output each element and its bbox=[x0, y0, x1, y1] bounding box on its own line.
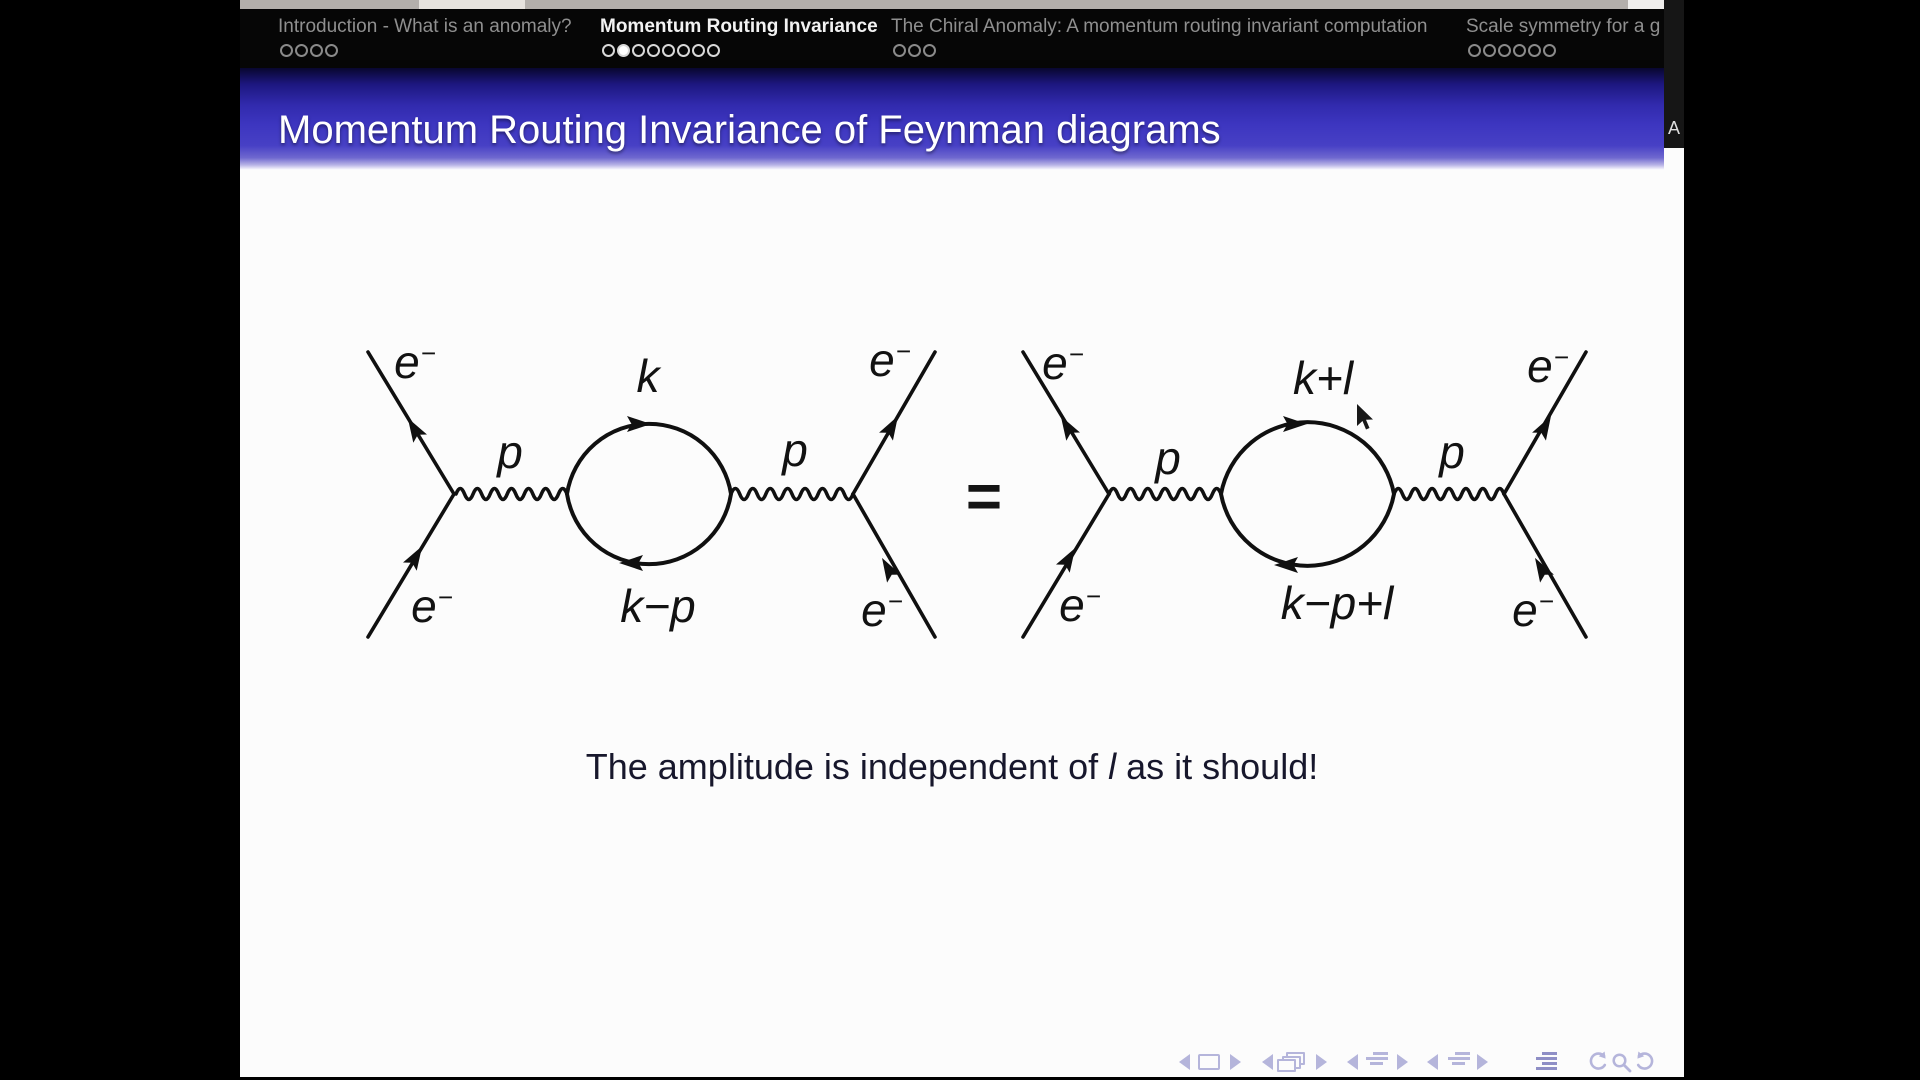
nav-section-label: Scale symmetry for a g bbox=[1466, 16, 1661, 37]
undo-history-icon[interactable] bbox=[1586, 1051, 1610, 1073]
label-electron-in-bottomright: e− bbox=[1512, 584, 1554, 636]
slide-caption: The amplitude is independent of l as it should! bbox=[585, 746, 1319, 787]
slide-icon[interactable] bbox=[1198, 1054, 1220, 1070]
search-icon[interactable] bbox=[1611, 1052, 1632, 1073]
mouse-cursor bbox=[1356, 404, 1382, 434]
appendix-list-icon[interactable] bbox=[1536, 1052, 1558, 1070]
label-loop-momentum-k-plus-l: k+l bbox=[1292, 352, 1354, 404]
label-photon-momentum-p: p bbox=[1155, 432, 1181, 484]
section-list-icon[interactable] bbox=[1448, 1052, 1470, 1070]
next-section-arrow-icon[interactable] bbox=[1477, 1054, 1488, 1070]
prev-frame-arrow-icon[interactable] bbox=[1262, 1054, 1273, 1070]
next-subsection-arrow-icon[interactable] bbox=[1397, 1054, 1408, 1070]
label-loop-momentum-k: k bbox=[636, 350, 660, 402]
label-photon-momentum-p: p bbox=[497, 426, 523, 478]
italic-l: l bbox=[1108, 746, 1117, 787]
slide-title: Momentum Routing Invariance of Feynman diagrams bbox=[278, 108, 1221, 152]
label-electron-in-bottomleft: e− bbox=[411, 580, 453, 632]
arrowhead bbox=[403, 542, 429, 571]
label-loop-momentum-k-minus-p: k−p bbox=[620, 580, 696, 632]
photon-line bbox=[731, 489, 853, 500]
nav-section-label: Momentum Routing Invariance bbox=[600, 16, 878, 37]
frames-icon[interactable] bbox=[1277, 1052, 1309, 1074]
photon-line bbox=[1394, 489, 1504, 500]
side-panel-letter: A bbox=[1667, 118, 1681, 138]
prev-slide-arrow-icon[interactable] bbox=[1179, 1054, 1190, 1070]
label-electron-in-bottomright: e− bbox=[861, 584, 903, 636]
photon-line bbox=[1109, 489, 1221, 500]
label-photon-momentum-p: p bbox=[1439, 426, 1465, 478]
nav-section-label: The Chiral Anomaly: A momentum routing invariant computation bbox=[891, 16, 1428, 37]
fermion-loop bbox=[567, 424, 731, 564]
label-photon-momentum-p: p bbox=[782, 424, 808, 476]
prev-section-arrow-icon[interactable] bbox=[1427, 1054, 1438, 1070]
arrowhead bbox=[401, 414, 427, 443]
side-panel-sliver[interactable] bbox=[1664, 0, 1684, 148]
label-electron-out-topright: e− bbox=[1527, 340, 1569, 392]
label-loop-momentum-k-minus-p-plus-l: k−p+l bbox=[1280, 577, 1394, 629]
fermion-loop bbox=[1221, 422, 1394, 566]
arrowhead bbox=[879, 412, 905, 441]
equals-sign: = bbox=[965, 462, 1003, 532]
prev-subsection-arrow-icon[interactable] bbox=[1347, 1054, 1358, 1070]
nav-section-label: Introduction - What is an anomaly? bbox=[278, 16, 572, 37]
next-frame-arrow-icon[interactable] bbox=[1316, 1054, 1327, 1070]
label-electron-out-topright: e− bbox=[869, 334, 911, 386]
redo-history-icon[interactable] bbox=[1633, 1051, 1657, 1073]
label-electron-in-bottomleft: e− bbox=[1059, 579, 1101, 631]
photon-line bbox=[456, 489, 567, 500]
label-electron-out-topleft: e− bbox=[1042, 337, 1084, 389]
next-slide-arrow-icon[interactable] bbox=[1230, 1054, 1241, 1070]
label-electron-out-topleft: e− bbox=[394, 336, 436, 388]
subsection-list-icon[interactable] bbox=[1366, 1052, 1388, 1070]
